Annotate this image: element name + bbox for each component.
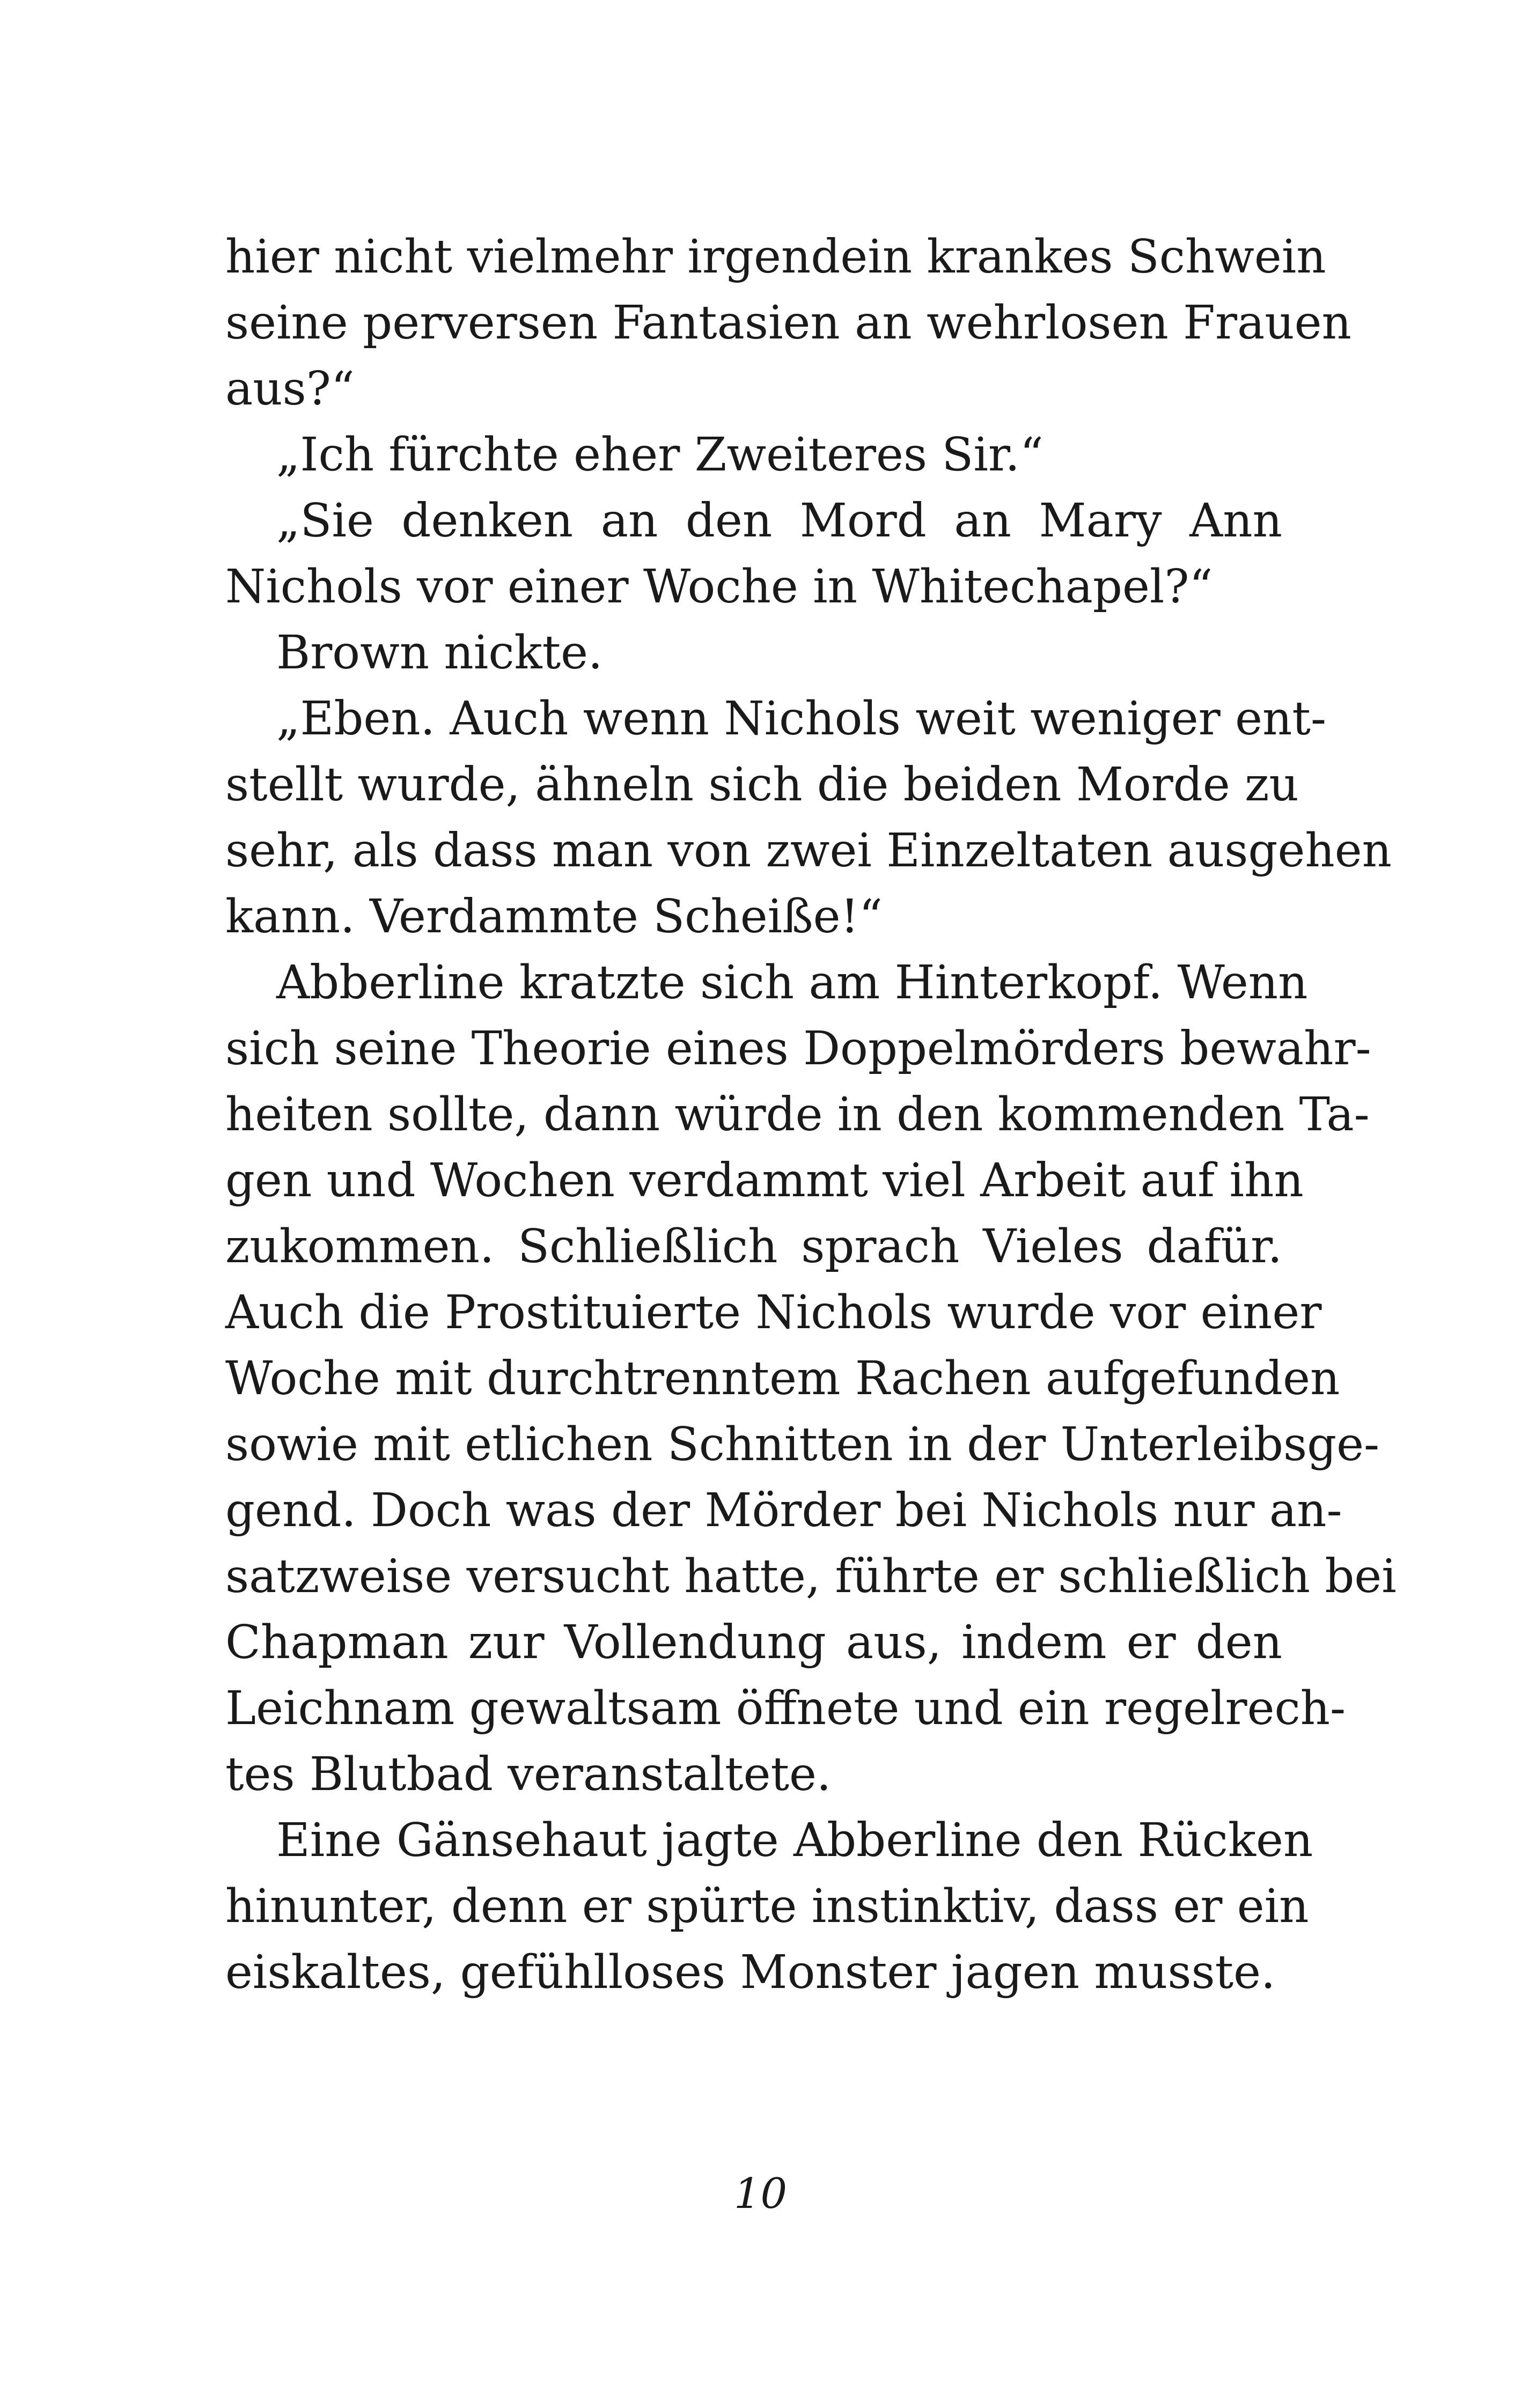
- text-line: sehr, als dass man von zwei Einzeltaten ausgehen: [225, 824, 1392, 878]
- text-line: Leichnam gewaltsam öffnete und ein regelrech-: [225, 1682, 1346, 1735]
- text-line: tes Blutbad veranstaltete.: [225, 1748, 832, 1801]
- text-line: sowie mit etlichen Schnitten in der Unterleibsge-: [225, 1418, 1380, 1471]
- text-line: Chapman zur Vollendung aus, indem er den: [225, 1616, 1282, 1669]
- text-line: „Ich fürchte eher Zweiteres Sir.“: [276, 428, 1044, 482]
- text-line: Auch die Prostituierte Nichols wurde vor einer: [225, 1286, 1322, 1339]
- text-line: „Sie denken an den Mord an Mary Ann: [276, 494, 1282, 548]
- text-line: Nichols vor einer Woche in Whitechapel?“: [225, 560, 1213, 614]
- text-line: kann. Verdammte Scheiße!“: [225, 890, 883, 944]
- text-line: Eine Gänsehaut jagte Abberline den Rücken: [276, 1814, 1313, 1867]
- text-line: „Eben. Auch wenn Nichols weit weniger ent-: [276, 692, 1327, 746]
- text-line: seine perversen Fantasien an wehrlosen Frauen: [225, 296, 1351, 350]
- text-line: gen und Wochen verdammt viel Arbeit auf ihn: [225, 1154, 1304, 1207]
- text-line: sich seine Theorie eines Doppelmörders bewahr-: [225, 1022, 1371, 1076]
- text-line: hier nicht vielmehr irgendein krankes Schwein: [225, 230, 1326, 284]
- text-line: hinunter, denn er spürte instinktiv, dass er ein: [225, 1880, 1309, 1933]
- text-line: Abberline kratzte sich am Hinterkopf. Wenn: [276, 956, 1308, 1010]
- page-number: 10: [733, 2170, 788, 2218]
- text-line: gend. Doch was der Mörder bei Nichols nur an-: [225, 1484, 1342, 1537]
- text-line: zukommen. Schließlich sprach Vieles dafür.: [225, 1220, 1282, 1273]
- text-line: eiskaltes, gefühlloses Monster jagen musste.: [225, 1946, 1276, 1999]
- text-line: heiten sollte, dann würde in den kommenden Ta-: [225, 1088, 1370, 1142]
- text-line: Woche mit durchtrenntem Rachen aufgefunden: [225, 1352, 1340, 1405]
- text-line: satzweise versucht hatte, führte er schließlich bei: [225, 1550, 1397, 1603]
- text-line: stellt wurde, ähneln sich die beiden Morde zu: [225, 758, 1299, 812]
- body-text: [225, 224, 1397, 2006]
- text-line: aus?“: [225, 362, 355, 416]
- text-line: Brown nickte.: [276, 626, 603, 680]
